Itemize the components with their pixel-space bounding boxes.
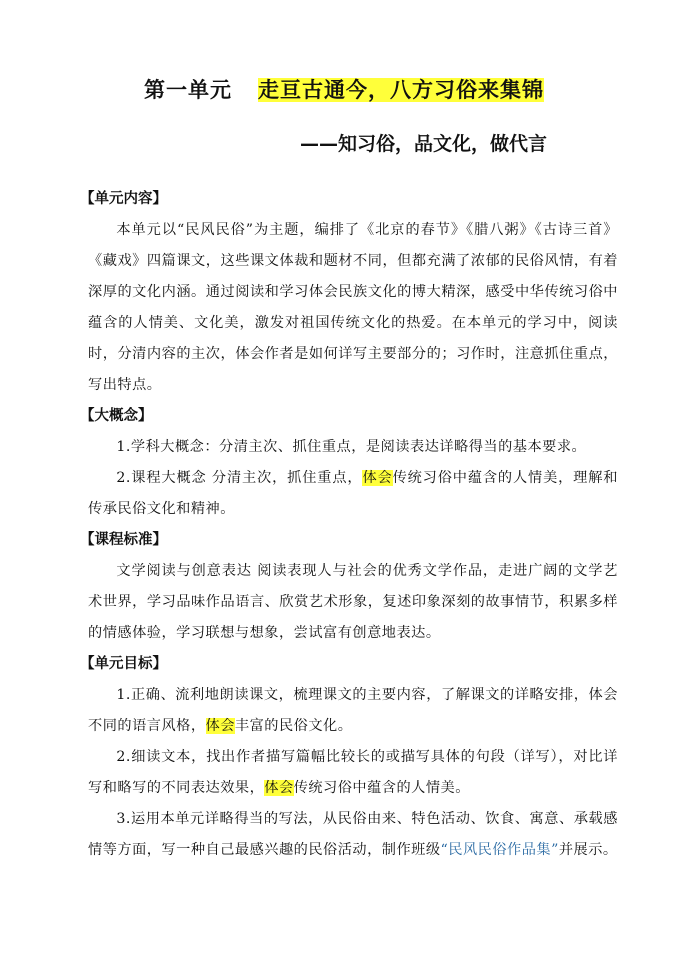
page-subtitle: ——知习俗，品文化，做代言	[300, 133, 548, 155]
text-span: 丰富的民俗文化。	[234, 718, 353, 734]
collection-title-blue: “民风民俗作品集”	[440, 842, 559, 858]
document-body	[80, 184, 618, 866]
big-concept-item-1: 1.学科大概念：分清主次、抓住重点，是阅读表达详略得当的基本要求。	[116, 439, 587, 455]
curriculum-standard-paragraph: 文学阅读与创意表达 阅读表现人与社会的优秀文学作品，走进广阔的文学艺术世界，学习品味作品语言、欣赏艺术形象，复述印象深刻的故事情节，积累多样的情感体验，学习联想与想象，尝试富有创意地表达。	[88, 563, 618, 641]
highlight-tihui: 体会	[362, 470, 393, 486]
big-concept-item-2	[88, 463, 618, 525]
highlight-tihui: 体会	[205, 718, 235, 734]
section-heading-unit-content: 【单元内容】	[80, 191, 167, 207]
text-span: 2.课程大概念 分清主次，抓住重点，	[116, 470, 363, 486]
section-heading-curriculum-standard: 【课程标准】	[80, 532, 167, 548]
text-span: 传统习俗中蕴含的人情美。	[293, 780, 470, 796]
unit-goal-1	[88, 680, 618, 742]
unit-goal-2	[88, 742, 618, 804]
section-heading-big-concept: 【大概念】	[80, 408, 153, 424]
section-heading-unit-goals: 【单元目标】	[80, 656, 167, 672]
unit-theme-highlight: 走亘古通今，八方习俗来集锦	[258, 78, 544, 102]
text-span: 1.正确、流利地朗读课文，梳理课文的主要内容，了解课文的详略安排，体会不同的语言风格，	[88, 687, 618, 734]
unit-content-paragraph: 本单元以“民风民俗”为主题，编排了《北京的春节》《腊八粥》《古诗三首》《藏戏》四篇课文，这些课文体裁和题材不同，但都充满了浓郁的民俗风情，有着深厚的文化内涵。通过阅读和学习体会民族文化的博大精深，感受中华传统习俗中蕴含的人情美、文化美，激发对祖国传统文化的热爱。在本单元的学习中，阅读时，分清内容的主次，体会作者是如何详写主要部分的；习作时，注意抓住重点，写出特点。	[88, 222, 618, 393]
highlight-tihui: 体会	[264, 780, 294, 796]
text-span: 2.细读文本，找出作者描写篇幅比较长的或描写具体的句段（详写），对比详写和略写的不同表达效果，	[88, 749, 618, 796]
text-span: 传统习俗中蕴含的人情美，理解和传承民俗文化和精神。	[88, 470, 618, 517]
text-span: 3.运用本单元详略得当的写法，从民俗由来、特色活动、饮食、寓意、承载感情等方面，写一种自己最感兴趣的民俗活动，制作班级	[88, 811, 618, 858]
unit-goal-3	[88, 804, 618, 866]
page-title	[0, 74, 688, 106]
unit-label: 第一单元	[144, 78, 232, 102]
text-span: 并展示。	[558, 842, 618, 858]
